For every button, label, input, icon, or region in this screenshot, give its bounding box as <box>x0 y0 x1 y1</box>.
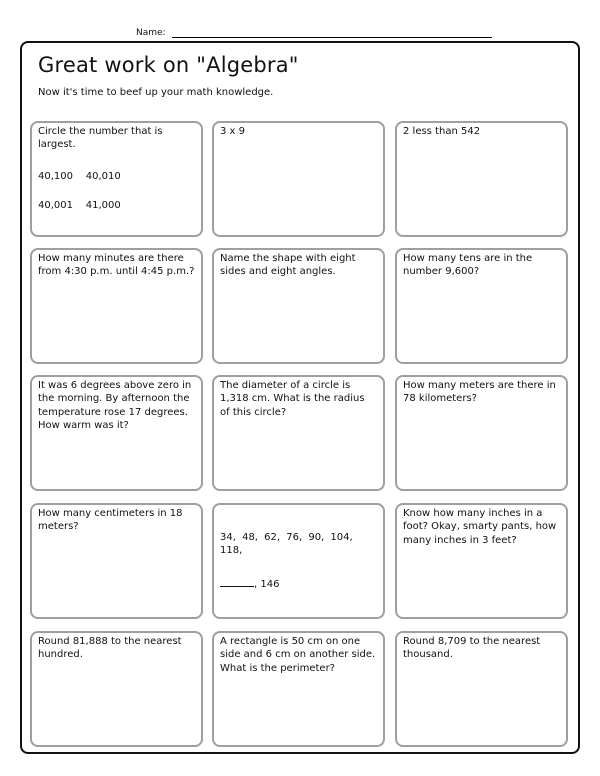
problem-box-14[interactable] <box>212 631 385 747</box>
problem-box-7[interactable] <box>30 375 203 491</box>
problem-text: How many meters are there in 78 kilometers? <box>403 380 556 405</box>
problem-text: 3 x 9 <box>220 126 245 137</box>
problem-text: Name the shape with eight sides and eight angles. <box>220 253 356 278</box>
problem-box-12[interactable] <box>395 503 568 619</box>
number-options-row-1 <box>38 170 195 183</box>
problem-text: 2 less than 542 <box>403 126 481 137</box>
problem-box-1[interactable] <box>30 121 203 237</box>
sequence-end: , 146 <box>254 578 280 590</box>
problem-text: How many centimeters in 18 meters? <box>38 508 183 533</box>
problem-text: How many minutes are there from 4:30 p.m. until 4:45 p.m.? <box>38 253 195 278</box>
problem-text: Round 8,709 to the nearest thousand. <box>403 636 541 661</box>
name-input-line[interactable] <box>172 28 492 38</box>
problem-box-2[interactable] <box>212 121 385 237</box>
answer-blank[interactable] <box>220 577 254 587</box>
problem-box-9[interactable] <box>395 375 568 491</box>
problem-box-5[interactable] <box>212 248 385 364</box>
problem-box-6[interactable] <box>395 248 568 364</box>
problem-box-11[interactable] <box>212 503 385 619</box>
problem-box-3[interactable] <box>395 121 568 237</box>
problem-box-10[interactable] <box>30 503 203 619</box>
problem-text: How many tens are in the number 9,600? <box>403 253 533 278</box>
problem-box-13[interactable] <box>30 631 203 747</box>
option-40010[interactable]: 40,010 <box>85 170 121 182</box>
problem-text: Circle the number that is largest. <box>38 126 163 151</box>
problem-text: A rectangle is 50 cm on one side and 6 cm on another side. What is the perimeter? <box>220 636 376 674</box>
name-field-row <box>136 24 492 38</box>
number-options-row-2 <box>38 199 195 212</box>
number-sequence: 34, 48, 62, 76, 90, 104, 118, <box>220 532 353 557</box>
problem-box-8[interactable] <box>212 375 385 491</box>
problem-box-15[interactable] <box>395 631 568 747</box>
worksheet-title: Great work on "Algebra" <box>38 53 299 77</box>
problem-text: The diameter of a circle is 1,318 cm. What is the radius of this circle? <box>220 380 365 418</box>
option-40001[interactable]: 40,001 <box>38 199 73 211</box>
problem-text: It was 6 degrees above zero in the morning. By afternoon the temperature rose 17 degrees. How warm was it? <box>38 380 192 431</box>
name-label: Name: <box>136 28 166 38</box>
sequence-answer-row <box>220 577 377 591</box>
option-41000[interactable]: 41,000 <box>85 199 121 211</box>
worksheet-subtitle: Now it's time to beef up your math knowledge. <box>38 87 274 98</box>
problem-text: Round 81,888 to the nearest hundred. <box>38 636 182 661</box>
option-40100[interactable]: 40,100 <box>38 170 73 182</box>
problem-box-4[interactable] <box>30 248 203 364</box>
problem-text: Know how many inches in a foot? Okay, smarty pants, how many inches in 3 feet? <box>403 508 557 546</box>
